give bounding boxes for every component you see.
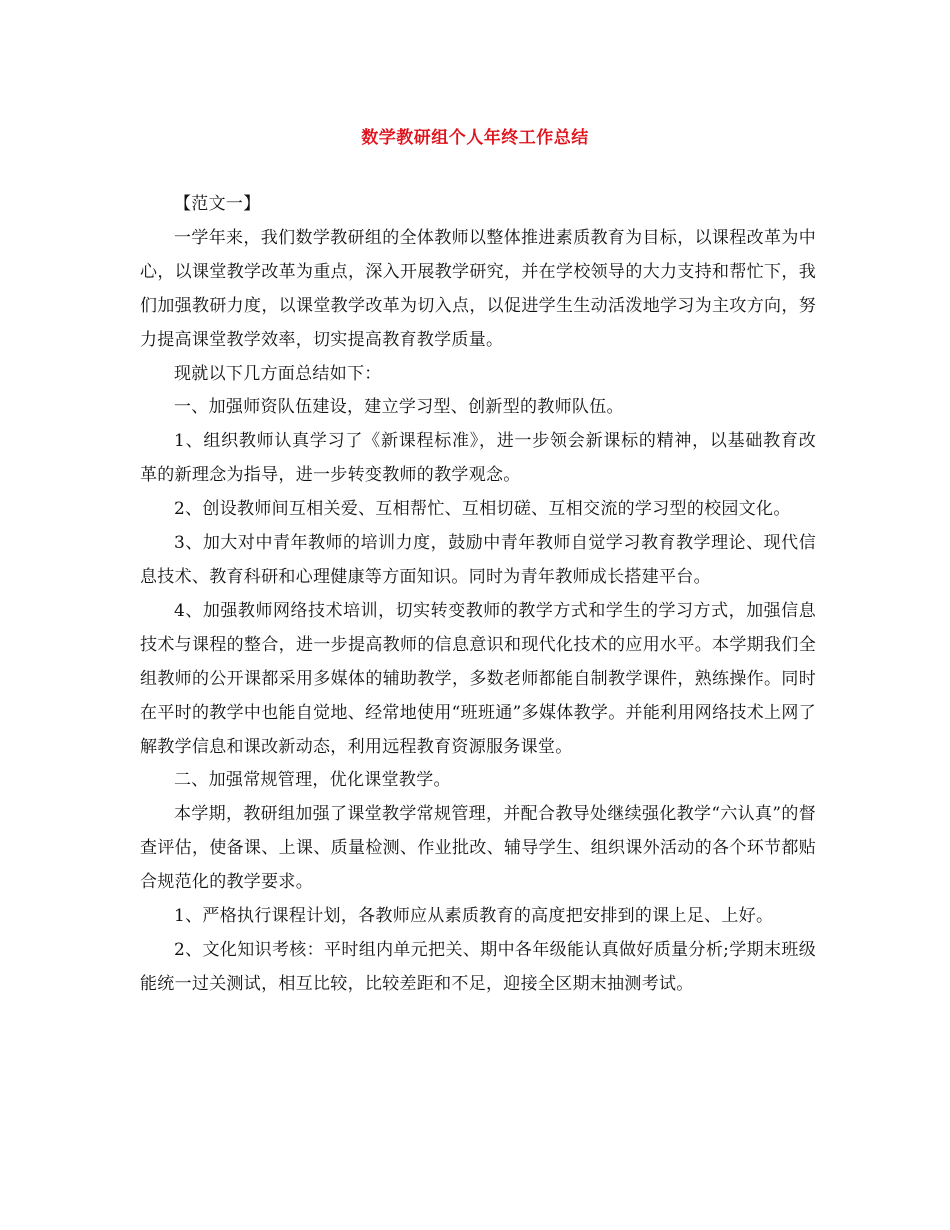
list-item-paragraph: 1、严格执行课程计划，各教师应从素质教育的高度把安排到的课上足、上好。 — [174, 906, 774, 927]
summary-lead-paragraph: 现就以下几方面总结如下： — [174, 363, 382, 384]
list-item-paragraph: 1、组织教师认真学习了《新课程标准》，进一步领会新课标的精神，以基础教育改革的新理念为指导，进一步转变教师的教学观念。 — [140, 431, 816, 486]
list-item-paragraph: 3、加大对中青年教师的培训力度，鼓励中青年教师自觉学习教育教学理论、现代信息技术、教育科研和心理健康等方面知识。同时为青年教师成长搭建平台。 — [140, 533, 816, 587]
section-label: 【范文一】 — [174, 194, 261, 214]
document-body — [140, 188, 816, 1002]
list-item-paragraph: 4、加强教师网络技术培训，切实转变教师的教学方式和学生的学习方式，加强信息技术与课程的整合，进一步提高教师的信息意识和现代化技术的应用水平。本学期我们全组教师的公开课都采用多媒体的辅助教学，多数老师都能自制教学课件，熟练操作。同时在平时的教学中也能自觉地、经常地使用“班班通”多媒体教学。并能利用网络技术上网了解教学信息和课改新动态，利用远程教育资源服务课堂。 — [140, 600, 816, 757]
list-item-paragraph: 2、文化知识考核：平时组内单元把关、期中各年级能认真做好质量分析;学期末班级能统一过关测试，相互比较，比较差距和不足，迎接全区期末抽测考试。 — [140, 939, 816, 994]
section-heading-1: 一、加强师资队伍建设，建立学习型、创新型的教师队伍。 — [174, 397, 624, 418]
document-title: 数学教研组个人年终工作总结 — [361, 128, 589, 148]
body-paragraph: 本学期，教研组加强了课堂教学常规管理，并配合教导处继续强化教学“六认真”的督查评估，使备课、上课、质量检测、作业批改、辅导学生、组织课外活动的各个环节都贴合规范化的教学要求。 — [140, 804, 816, 893]
list-item-paragraph: 2、创设教师间互相关爱、互相帮忙、互相切磋、互相交流的学习型的校园文化。 — [174, 499, 791, 520]
intro-paragraph: 一学年来，我们数学教研组的全体教师以整体推进素质教育为目标，以课程改革为中心，以课堂教学改革为重点，深入开展教学研究，并在学校领导的大力支持和帮忙下，我们加强教研力度，以课堂教学改革为切入点，以促进学生生动活泼地学习为主攻方向，努力提高课堂教学效率，切实提高教育教学质量。 — [140, 227, 816, 350]
section-heading-2: 二、加强常规管理，优化课堂教学。 — [174, 770, 451, 791]
